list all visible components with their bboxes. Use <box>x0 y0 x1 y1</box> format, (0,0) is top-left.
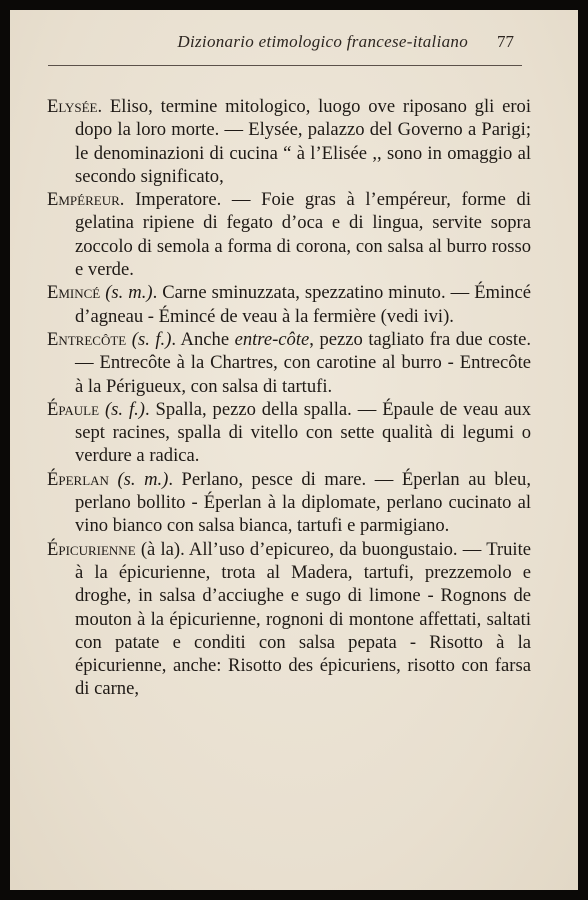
entry-grammar: (s. f.) <box>131 328 172 350</box>
running-title: Dizionario etimologico francese-italiano <box>177 32 468 51</box>
entry-headword: Épicurienne <box>47 538 136 560</box>
page-header <box>10 32 578 56</box>
page-number: 77 <box>497 32 514 51</box>
entry-text-continued: , pezzo tagliato fra due coste. — Entrecôte à la Chartres, con carotine al burro - Entrecôte à la Périgueux, con salsa di tartufi. <box>75 328 531 397</box>
entry-headword: Épaule <box>47 398 100 420</box>
entry-grammar: (s. m.) <box>117 468 169 490</box>
entry-headword: Entrecôte <box>47 328 127 350</box>
entry-grammar-punct: (à la). <box>135 538 185 560</box>
header-rule <box>48 65 522 66</box>
entry-italic-term: entre-côte <box>234 328 310 350</box>
entry-text: Imperatore. — Foie gras à l’empéreur, forme di gelatina ripiene di fegato d’oca e di lingua, servite sopra zoccolo di semola a forma di corona, con salsa al burro rosso e verde. <box>75 189 531 281</box>
dictionary-entry <box>47 398 531 468</box>
entry-text: Perlano, pesce di mare. — Éperlan au bleu, perlano bollito - Éperlan à la diplomate, perlano cucinato al vino bianco con salsa bianca, tartufi e parmigiano. <box>75 468 531 537</box>
entry-text: All’uso d’epicureo, da buongustaio. — Truite à la épicurienne, trota al Madera, tartufi, prezzemolo e droghe, in salsa d’acciughe e sugo di limone - Rognons de mouton à la épicurienne, rognoni di montone affettati, saltati con patate e conditi con salsa pepata - Risotto à la épicurienne, anche: Risotto des épicuriens, risotto con farsa di carne, <box>75 538 531 700</box>
entry-headword: Emincé <box>47 282 101 304</box>
entry-grammar-punct: . <box>144 398 150 420</box>
entry-grammar: (s. f.) <box>104 398 145 420</box>
entry-headword: Éperlan <box>47 468 109 490</box>
dictionary-body <box>47 95 531 701</box>
entry-grammar-punct: . <box>171 328 177 350</box>
entry-grammar-punct: . <box>168 468 174 490</box>
entry-headword: Empéreur. <box>47 189 125 211</box>
entry-text: Eliso, termine mitologico, luogo ove riposano gli eroi dopo la loro morte. — Elysée, palazzo del Governo a Parigi; le denominazioni di cucina “ à l’Elisée ,, sono in omaggio al secondo significato, <box>75 96 531 187</box>
entry-grammar: (s. m.) <box>105 282 153 304</box>
book-page <box>10 10 578 890</box>
dictionary-entry <box>47 328 531 398</box>
dictionary-entry <box>47 538 531 701</box>
entry-text: Anche <box>176 328 235 350</box>
entry-grammar-punct: . <box>152 282 158 304</box>
entry-headword: Elysée. <box>47 96 103 117</box>
entry-text: Spalla, pezzo della spalla. — Épaule de veau aux sept racines, spalla di vitello con sette qualità di legumi o verdure a radica. <box>75 398 531 467</box>
dictionary-entry <box>47 188 531 281</box>
dictionary-entry <box>47 281 531 328</box>
dictionary-entry <box>47 95 531 188</box>
entry-text: Carne sminuzzata, spezzatino minuto. — Émincé d’agneau - Émincé de veau à la fermière (vedi ivi). <box>75 282 531 327</box>
dictionary-entry <box>47 468 531 538</box>
